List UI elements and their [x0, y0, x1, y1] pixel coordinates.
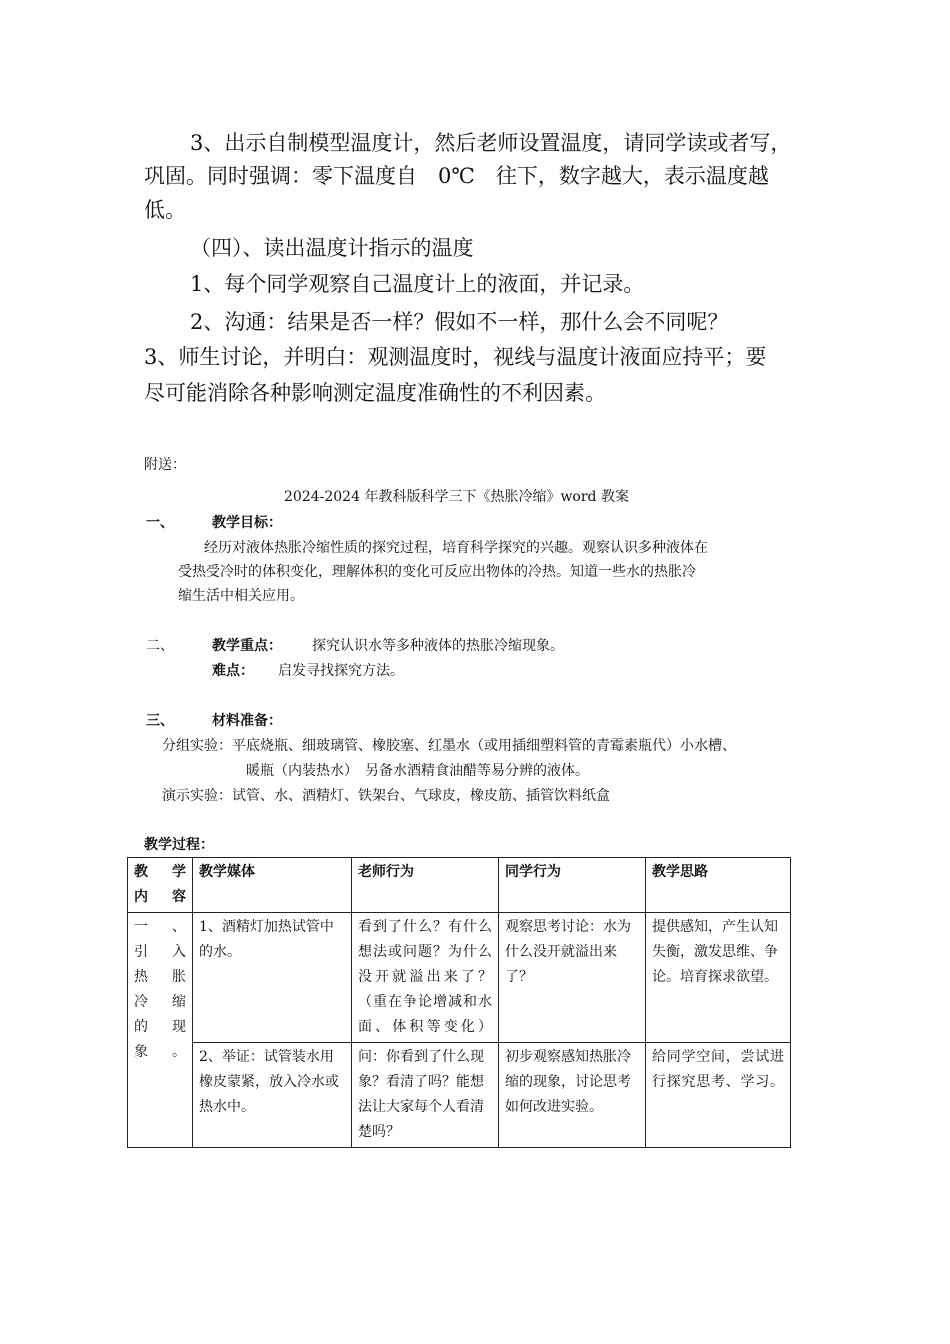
paragraph-line: 3、出示自制模型温度计，然后老师设置温度，请同学读或者写， [190, 131, 792, 155]
section-number: 三、 [146, 713, 174, 729]
section-number: 一、 [146, 515, 174, 531]
table-row [128, 1043, 791, 1148]
paragraph-line: 探究认识水等多种液体的热胀冷缩现象。 [312, 638, 564, 654]
paragraph-line: 巩固。同时强调：零下温度自 0℃ 往下，数字越大，表示温度越 [144, 164, 769, 188]
table-header-cell: 老师行为 [352, 858, 499, 913]
lesson-table [127, 857, 791, 1148]
paragraph-line: 受热受冷时的体积变化，理解体积的变化可反应出物体的冷热。知道一些水的热胀冷 [178, 564, 696, 580]
section-heading: 教学重点： [212, 638, 282, 654]
section-heading: 教学过程： [144, 837, 214, 853]
list-item: 1、每个同学观察自己温度计上的液面，并记录。 [190, 272, 645, 296]
table-cell: 2、举证：试管装水用橡皮蒙紧，放入冷水或热水中。 [193, 1043, 352, 1148]
table-cell: 提供感知，产生认知失衡，激发思维、争论。培育探求欲望。 [646, 913, 791, 1043]
section-heading: 教学目标： [212, 515, 282, 531]
table-header-cell: 教学思路 [646, 858, 791, 913]
section-number: 二、 [146, 638, 174, 654]
list-item: 2、沟通：结果是否一样？假如不一样，那什么会不同呢？ [190, 310, 729, 334]
paragraph-line: 经历对液体热胀冷缩性质的探究过程，培育科学探究的兴趣。观察认识多种液体在 [204, 540, 708, 556]
table-cell: 问：你看到了什么现象？看清了吗？能想法让大家每个人看清楚吗？ [352, 1043, 499, 1148]
table-cell: 给同学空间，尝试进行探究思考、学习。 [646, 1043, 791, 1148]
paragraph-line: 低。 [144, 198, 186, 222]
table-header-cell: 教学媒体 [193, 858, 352, 913]
paragraph-line: 分组实验：平底烧瓶、细玻璃管、橡胶塞、红墨水（或用插细塑料管的青霉素瓶代）小水槽、 [162, 738, 736, 754]
appendix-label: 附送： [144, 457, 186, 473]
paragraph-line: 暖瓶（内装热水） 另备水酒精食油醋等易分辨的液体。 [246, 763, 589, 779]
table-cell: 1、酒精灯加热试管中的水。 [193, 913, 352, 1043]
paragraph-line: 演示实验：试管、水、酒精灯、铁架台、气球皮，橡皮筋、插管饮料纸盒 [162, 788, 610, 804]
table-cell: 观察思考讨论：水为什么没开就溢出来了？ [499, 913, 646, 1043]
document-title: 2024-2024 年教科版科学三下《热胀冷缩》word 教案 [284, 489, 629, 505]
list-item: 尽可能消除各种影响测定温度准确性的不利因素。 [144, 381, 606, 405]
section-heading: （四）、读出温度计指示的温度 [190, 236, 474, 260]
section-heading: 难点： [212, 663, 254, 679]
section-heading: 材料准备： [212, 713, 282, 729]
table-cell: 初步观察感知热胀冷缩的现象，讨论思考如何改进实验。 [499, 1043, 646, 1148]
list-item: 3、师生讨论，并明白：观测温度时，视线与温度计液面应持平；要 [144, 345, 767, 369]
table-cell: 看到了什么？有什么想法或问题？为什么没开就溢出来了？（重在争论增减和水面、体积等变化） [352, 913, 499, 1043]
paragraph-line: 启发寻找探究方法。 [278, 663, 404, 679]
paragraph-line: 缩生活中相关应用。 [178, 588, 304, 604]
table-header-cell: 教 学内容 [128, 858, 193, 913]
table-header-row [128, 858, 791, 913]
content-cell: 一 、引 入热 胀冷 缩的 现象。 [128, 913, 193, 1148]
table-header-cell: 同学行为 [499, 858, 646, 913]
table-row [128, 913, 791, 1043]
